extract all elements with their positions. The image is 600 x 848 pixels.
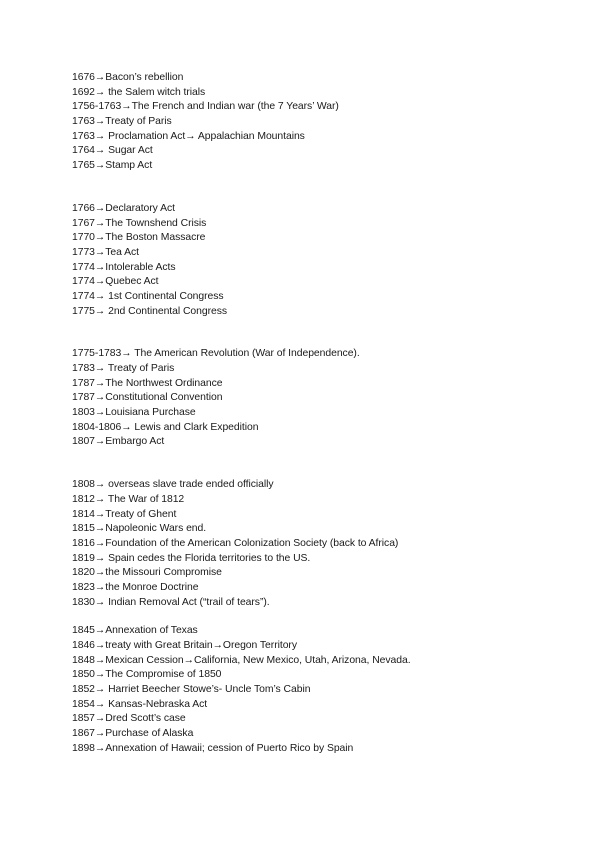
timeline-entry: 1804-1806→ Lewis and Clark Expedition: [72, 421, 259, 433]
timeline-entry: 1787→The Northwest Ordinance: [72, 377, 223, 389]
timeline-group-revolution: [72, 347, 572, 450]
timeline-entry: 1812→ The War of 1812: [72, 493, 185, 505]
timeline-entry: 1766→Declaratory Act: [72, 202, 175, 214]
timeline-entry: 1815→Napoleonic Wars end.: [72, 523, 207, 535]
timeline-entry: 1867→Purchase of Alaska: [72, 728, 194, 740]
document-page: [72, 71, 572, 757]
timeline-entry: 1807→Embargo Act: [72, 436, 165, 448]
timeline-entry: 1830→ Indian Removal Act (“trail of tears”).: [72, 596, 270, 608]
timeline-group-early-republic: [72, 478, 572, 610]
timeline-entry: 1850→The Compromise of 1850: [72, 669, 222, 681]
timeline-entry: 1676→Bacon’s rebellion: [72, 72, 184, 83]
timeline-group-expansion: [72, 624, 572, 756]
timeline-entry: 1898→Annexation of Hawaii; cession of Puerto Rico by Spain: [72, 742, 354, 754]
timeline-entry: 1767→The Townshend Crisis: [72, 217, 207, 229]
timeline-entry: 1775-1783→ The American Revolution (War of Independence).: [72, 348, 360, 360]
timeline-entry: 1775→ 2nd Continental Congress: [72, 305, 228, 317]
timeline-entry: 1765→Stamp Act: [72, 160, 153, 172]
timeline-entry: 1816→Foundation of the American Colonization Society (back to Africa): [72, 537, 399, 549]
timeline-entry: 1764→ Sugar Act: [72, 145, 153, 157]
timeline-entry: 1845→Annexation of Texas: [72, 625, 198, 637]
timeline-entry: 1783→ Treaty of Paris: [72, 363, 175, 374]
timeline-entry: 1819→ Spain cedes the Florida territories to the US.: [72, 552, 311, 564]
timeline-entry: 1857→Dred Scott’s case: [72, 713, 186, 725]
timeline-entry: 1808→ overseas slave trade ended officially: [72, 479, 274, 491]
timeline-entry: 1763→Treaty of Paris: [72, 116, 172, 128]
timeline-entry: 1814→Treaty of Ghent: [72, 508, 177, 520]
timeline-entry: 1787→Constitutional Convention: [72, 392, 223, 404]
timeline-entry: 1848→Mexican Cession→California, New Mexico, Utah, Arizona, Nevada.: [72, 654, 411, 666]
timeline-entry: 1773→Tea Act: [72, 246, 139, 258]
timeline-entry: 1852→ Harriet Beecher Stowe’s- Uncle Tom’s Cabin: [72, 684, 311, 696]
timeline-entry: 1820→the Missouri Compromise: [72, 567, 222, 579]
timeline-entry: 1774→Quebec Act: [72, 276, 159, 288]
timeline-entry: 1823→the Monroe Doctrine: [72, 581, 199, 593]
timeline-entry: 1763→ Proclamation Act→ Appalachian Mountains: [72, 130, 305, 142]
timeline-entry: 1854→ Kansas-Nebraska Act: [72, 698, 208, 710]
timeline-entry: 1803→Louisiana Purchase: [72, 407, 196, 419]
timeline-entry: 1756-1763→The French and Indian war (the 7 Years’ War): [72, 101, 339, 113]
timeline-entry: 1692→ the Salem witch trials: [72, 86, 206, 98]
timeline-entry: 1774→Intolerable Acts: [72, 261, 176, 273]
timeline-group-colonial: [72, 71, 572, 174]
timeline-entry: 1770→The Boston Massacre: [72, 232, 206, 244]
timeline-entry: 1846→treaty with Great Britain→Oregon Territory: [72, 640, 297, 651]
timeline-group-pre-revolution: [72, 202, 572, 320]
timeline-entry: 1774→ 1st Continental Congress: [72, 290, 224, 302]
